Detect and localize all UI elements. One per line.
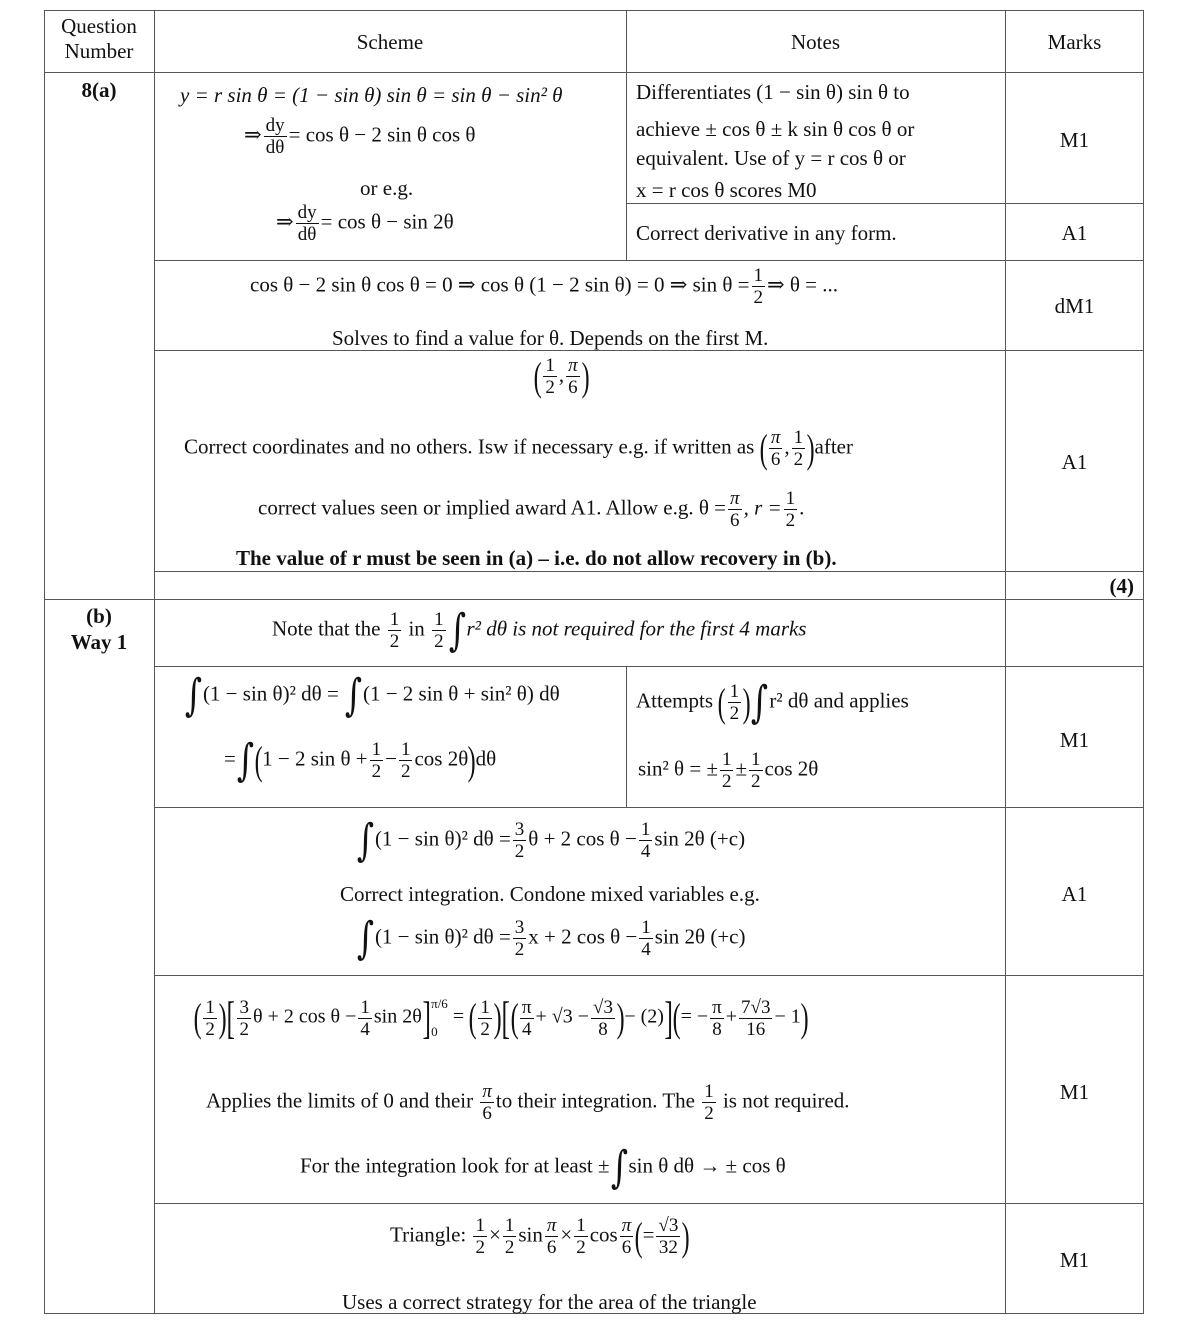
limits-note: Applies the limits of 0 and their $\frac{\pi}{6}$ to their integration. The $\frac{1}{2}$ is not required.	[206, 1081, 850, 1124]
rule	[44, 72, 1144, 73]
num: π	[770, 427, 781, 448]
rule	[44, 599, 1144, 600]
rule	[154, 260, 1144, 261]
dy: dy	[265, 115, 285, 136]
rule	[1005, 10, 1006, 1314]
expr: (1 − sin θ)² dθ =	[202, 681, 345, 706]
total: (4)	[1109, 574, 1134, 598]
notes-line: Differentiates (1 − sin θ) sin θ to	[636, 80, 910, 104]
mark: M1	[1059, 1248, 1090, 1272]
den: 2	[793, 449, 804, 470]
note-text: in	[408, 616, 425, 641]
expr: 1 − 2 sin θ +	[262, 746, 368, 771]
mark: A1	[1061, 221, 1088, 245]
note-text: For the integration look for at least ±	[300, 1153, 610, 1178]
header-question-number: Question Number	[61, 14, 137, 64]
solve-note: Solves to find a value for θ. Depends on the first M.	[332, 326, 769, 350]
expr: sin 2θ (+c)	[654, 924, 746, 949]
expr: sin 2θ (+c)	[654, 826, 746, 851]
mark: dM1	[1054, 294, 1095, 318]
den: 6	[730, 510, 740, 531]
expr: x + 2 cos θ −	[528, 924, 638, 949]
equation-part: ⇒ θ = ...	[767, 272, 838, 297]
part-a-total	[1005, 574, 1144, 598]
note-text: Note that the	[272, 616, 381, 641]
integration-note: Correct integration. Condone mixed variables e.g.	[340, 882, 760, 906]
den: 2	[545, 377, 555, 398]
integration-result: ∫(1 − sin θ)² dθ = $\frac{3}{2}$ θ + 2 cos θ − $\frac{1}{4}$ sin 2θ (+c)	[356, 814, 746, 866]
triangle-area: Triangle: $\frac{1}{2}$ × $\frac{1}{2}$ sin $\frac{\pi}{6}$ × $\frac{1}{2}$ cos $\frac{\pi}{6}$ (= $\frac{√3}{32}$ )	[390, 1213, 691, 1259]
rule	[626, 666, 627, 807]
expr: (1 − sin θ)² dθ =	[374, 924, 511, 949]
expr: θ + 2 cos θ −	[252, 1005, 357, 1028]
derivative-rhs: = cos θ − 2 sin θ cos θ	[288, 122, 476, 147]
note-text: r² dθ and applies	[769, 688, 909, 713]
mark: A1	[1061, 882, 1088, 906]
rule	[154, 350, 1144, 351]
equation-part: cos θ − 2 sin θ cos θ = 0 ⇒ cos θ (1 − 2 sin θ) = 0 ⇒ sin θ =	[250, 272, 750, 297]
note-text: is not required.	[722, 1088, 850, 1113]
scheme-derivative-2: ⇒ $\frac{dy}{d\theta}$ = cos θ − sin 2θ	[276, 202, 454, 245]
note-text: cos 2θ	[764, 756, 819, 781]
expr: − (2)	[624, 1005, 664, 1028]
rule	[154, 571, 1144, 572]
coord-note-line1: Correct coordinates and no others. Isw if necessary e.g. if written as ( $\frac{\pi}{6}$ , $\frac{1}{2}$ )after	[184, 425, 853, 471]
num: 1	[753, 265, 763, 286]
rule	[154, 666, 1144, 667]
rule	[1143, 10, 1144, 1314]
note-text: to their integration. The	[495, 1088, 695, 1113]
num: π	[730, 488, 740, 509]
rule	[154, 10, 155, 1314]
expr: = −	[680, 1005, 709, 1028]
expr: Triangle:	[390, 1222, 467, 1247]
expr: cos	[589, 1222, 618, 1247]
mark-scheme-table	[44, 10, 1144, 1315]
expr: sin 2θ	[373, 1005, 422, 1028]
scheme-double-angle: =∫(1 − 2 sin θ + $\frac{1}{2}$ − $\frac{1}{2}$ cos 2θ)dθ	[224, 734, 497, 786]
rule	[44, 10, 45, 1314]
header-marks: Marks	[1047, 30, 1102, 54]
coord-note-bold: The value of r must be seen in (a) – i.e. do not allow recovery in (b).	[236, 546, 837, 570]
mark: M1	[1059, 1080, 1090, 1104]
notes-line: achieve ± cos θ ± k sin θ cos θ or	[636, 117, 915, 141]
part-b-note: Note that the $\frac{1}{2}$ in $\frac{1}{2}$ ∫r² dθ is not required for the first 4 marks	[272, 604, 807, 656]
expr: − 1	[774, 1005, 801, 1028]
coordinates: ( $\frac{1}{2}$ , $\frac{\pi}{6}$ )	[533, 353, 590, 399]
expr: (1 − sin θ)² dθ =	[374, 826, 511, 851]
expr: +	[725, 1005, 738, 1028]
integration-alt: ∫(1 − sin θ)² dθ = $\frac{3}{2}$ x + 2 cos θ − $\frac{1}{4}$ sin 2θ (+c)	[356, 912, 746, 964]
part-b-label: (b)	[86, 604, 112, 628]
num: 1	[545, 355, 555, 376]
num: 1	[793, 427, 804, 448]
expr: (1 − 2 sin θ + sin² θ) dθ	[362, 681, 560, 706]
den: 6	[770, 449, 781, 470]
part-a-label: 8(a)	[81, 78, 117, 102]
note-text: Correct coordinates and no others. Isw if necessary e.g. if written as	[184, 434, 755, 459]
den: 6	[568, 377, 578, 398]
expr: cos 2θ	[414, 746, 469, 771]
part-b-way: Way 1	[70, 630, 128, 654]
limits-evaluation: ( $\frac{1}{2}$ )[ $\frac{3}{2}$ θ + 2 cos θ − $\frac{1}{4}$ sin 2θ] π/6 0 = ( $\frac{1}{2}$ )[( $\frac{\pi}{4}$ + √3 − $\frac{√3}{8}$ )− (2)](= − $\frac{\pi}{8}$ + $\frac{7√3}{16}$ − 1)	[193, 992, 809, 1044]
rule	[154, 975, 1144, 976]
expr: dθ	[475, 746, 497, 771]
note-text: correct values seen or implied award A1. Allow e.g. θ =	[258, 495, 727, 520]
note-text: sin θ dθ → ± cos θ	[628, 1153, 786, 1178]
limits-note-2: For the integration look for at least ±∫sin θ dθ → ± cos θ	[300, 1142, 786, 1193]
dy: dy	[297, 202, 317, 223]
derivative-rhs-2: = cos θ − sin 2θ	[320, 209, 454, 234]
expr: θ + 2 cos θ −	[528, 826, 637, 851]
header-notes: Notes	[791, 30, 840, 54]
expr: −	[385, 746, 397, 771]
mark: A1	[1061, 450, 1088, 474]
mark: M1	[1059, 728, 1090, 752]
expr: sin	[518, 1222, 543, 1247]
scheme-derivative-1: ⇒ $\frac{dy}{d\theta}$ = cos θ − 2 sin θ cos θ	[244, 115, 476, 158]
num: 1	[785, 488, 796, 509]
coord-note-line2: correct values seen or implied award A1. Allow e.g. θ = $\frac{\pi}{6}$ , r = $\frac{1}{2}$ .	[258, 488, 805, 531]
scheme-line-y: y = r sin θ = (1 − sin θ) sin θ = sin θ − sin² θ	[180, 83, 563, 107]
scheme-expand: ∫(1 − sin θ)² dθ = ∫(1 − 2 sin θ + sin² θ) dθ	[184, 670, 560, 721]
den: 2	[785, 510, 796, 531]
triangle-note: Uses a correct strategy for the area of the triangle	[342, 1290, 757, 1314]
note-text: ±	[735, 756, 748, 781]
notes-identity: sin² θ = ± $\frac{1}{2}$ ± $\frac{1}{2}$ cos 2θ	[638, 749, 819, 792]
dtheta: dθ	[297, 224, 317, 245]
note-text: sin² θ = ±	[638, 756, 718, 781]
rule	[44, 10, 1144, 11]
rule	[626, 203, 1144, 204]
note-text: , r =	[743, 495, 782, 520]
notes-attempts: Attempts ( $\frac{1}{2}$ )∫r² dθ and applies	[636, 676, 909, 728]
note-text: after	[814, 434, 853, 459]
notes-line: x = r cos θ scores M0	[636, 178, 817, 202]
dtheta: dθ	[265, 137, 285, 158]
num: π	[568, 355, 578, 376]
note-text: r² dθ is not required for the first 4 marks	[466, 616, 807, 641]
notes-line: Correct derivative in any form.	[636, 221, 897, 245]
scheme-or-eg: or e.g.	[360, 176, 414, 200]
den: 2	[753, 287, 763, 308]
notes-line: equivalent. Use of y = r cos θ or	[636, 146, 906, 170]
expr: + √3 −	[535, 1005, 590, 1028]
rule	[154, 1203, 1144, 1204]
rule	[154, 807, 1144, 808]
solve-equation	[250, 266, 838, 307]
mark: M1	[1059, 128, 1090, 152]
header-scheme: Scheme	[356, 30, 424, 54]
note-text: Applies the limits of 0 and their	[206, 1088, 474, 1113]
note-text: Attempts	[636, 688, 713, 713]
